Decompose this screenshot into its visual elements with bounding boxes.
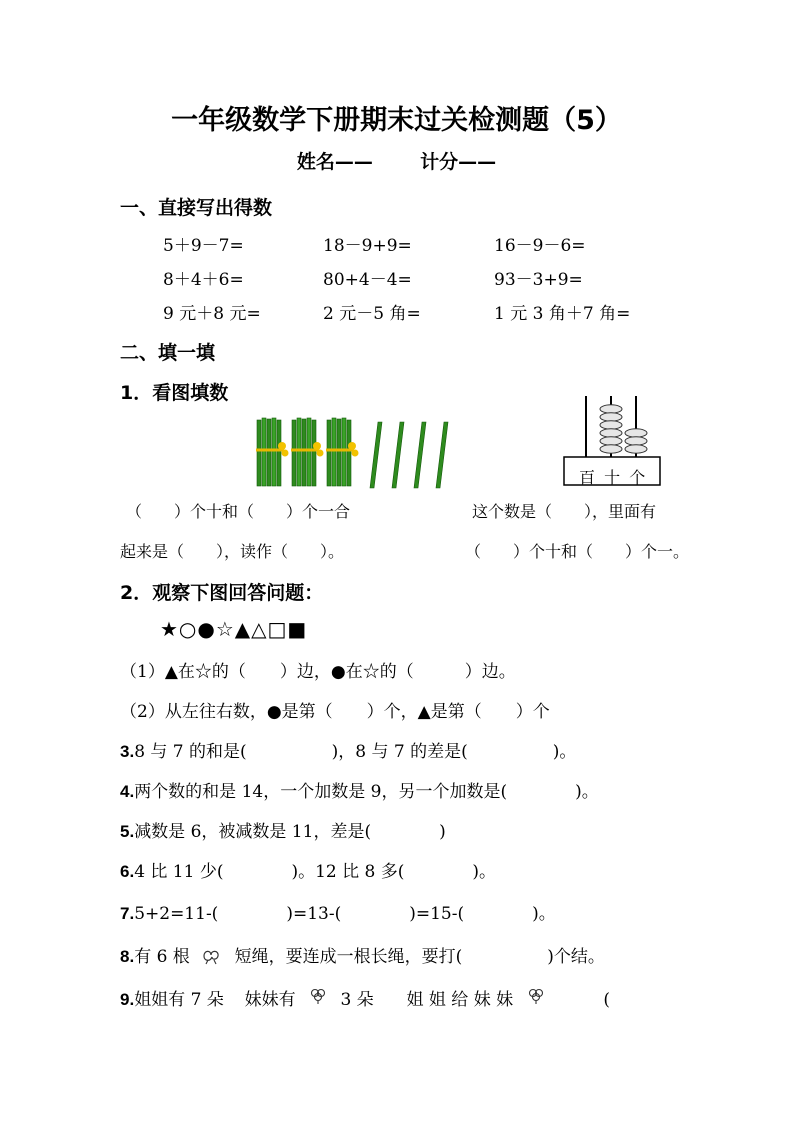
calc-item: 9 元＋8 元=: [163, 304, 261, 324]
q1-right-line2: （ ）个十和（ ）个一。: [465, 542, 690, 561]
q2-label: 2．观察下图回答问题：: [120, 582, 324, 604]
stick-bundle-icon: [326, 418, 359, 486]
flower-icon: [307, 986, 329, 1004]
q5-line: [120, 817, 446, 842]
single-stick-icon: [392, 422, 404, 488]
rope-icon: [201, 947, 223, 965]
sticks-illustration: [252, 412, 457, 490]
q1-left-line1: （ ）个十和（ ）个一合: [126, 502, 351, 521]
q9-text-a: 姐姐有 7 朵: [134, 990, 224, 1010]
q6-number: 6.: [120, 862, 135, 881]
page-title: 一年级数学下册期末过关检测题（5）: [171, 105, 622, 136]
q9-text-d: 姐 姐 给 妹 妹: [406, 990, 514, 1010]
abacus-label-ones: 个: [629, 468, 648, 487]
abacus-label-tens: 十: [604, 468, 623, 487]
q1-left-line2: 起来是（ ），读作（ ）。: [120, 542, 345, 561]
calc-item: 80+4－4=: [323, 270, 412, 290]
abacus-label-hundreds: 百: [579, 468, 598, 487]
single-stick-icon: [414, 422, 426, 488]
calc-item: 16－9－6=: [494, 236, 586, 256]
flower-icon: [525, 986, 547, 1004]
q3-text: 8 与 7 的和是( )，8 与 7 的差是( )。: [134, 742, 577, 762]
q9-line: [120, 985, 610, 1010]
q2-sub2: （2）从左往右数，●是第（ ）个，▲是第（ ）个: [120, 702, 550, 722]
stick-bundle-icon: [256, 418, 289, 486]
calc-item: 5＋9－7=: [163, 236, 244, 256]
q3-number: 3.: [120, 742, 135, 761]
q4-line: [120, 777, 599, 802]
q8-text-a: 有 6 根: [134, 947, 190, 967]
q9-number: 9.: [120, 990, 135, 1009]
q1-label: 1．看图填数: [120, 382, 229, 404]
q9-text-b: 妹妹有: [244, 990, 296, 1010]
name-score-line: [0, 147, 793, 174]
abacus-labels: [579, 465, 647, 488]
calc-item: 8＋4＋6=: [163, 270, 244, 290]
shapes-sequence: ★○●☆▲△□■: [160, 617, 308, 641]
q7-number: 7.: [120, 904, 135, 923]
q6-line: [120, 857, 496, 882]
name-label: 姓名——: [296, 151, 373, 173]
single-stick-icon: [436, 422, 448, 488]
q8-text-b: 短绳，要连成一根长绳，要打( )个结。: [234, 947, 605, 967]
q6-text: 4 比 11 少( )。12 比 8 多( )。: [134, 862, 497, 882]
calc-item: 2 元－5 角=: [323, 304, 421, 324]
q7-line: [120, 899, 556, 924]
q4-text: 两个数的和是 14，一个加数是 9，另一个加数是( )。: [134, 782, 599, 802]
calc-item: 18－9+9=: [323, 236, 412, 256]
q9-text-e: (: [603, 990, 610, 1010]
q7-text: 5+2=11-( )=13-( )=15-( )。: [134, 904, 556, 924]
calc-item: 93－3+9=: [494, 270, 583, 290]
q8-number: 8.: [120, 947, 135, 966]
stick-bundle-icon: [291, 418, 324, 486]
q8-line: [120, 942, 605, 967]
section2-heading: 二、填一填: [120, 342, 216, 364]
q2-sub1: （1）▲在☆的（ ）边，●在☆的（ ）边。: [120, 662, 516, 682]
score-label: 计分——: [420, 151, 497, 173]
q3-line: [120, 737, 576, 762]
q9-text-c: 3 朵: [340, 990, 374, 1010]
q5-text: 减数是 6，被减数是 11，差是( ): [134, 822, 446, 842]
single-stick-icon: [370, 422, 382, 488]
section1-heading: 一、直接写出得数: [120, 197, 273, 219]
calc-item: 1 元 3 角＋7 角=: [494, 304, 631, 324]
q4-number: 4.: [120, 782, 135, 801]
q5-number: 5.: [120, 822, 135, 841]
q1-right-line1: 这个数是（ ），里面有: [472, 502, 657, 521]
